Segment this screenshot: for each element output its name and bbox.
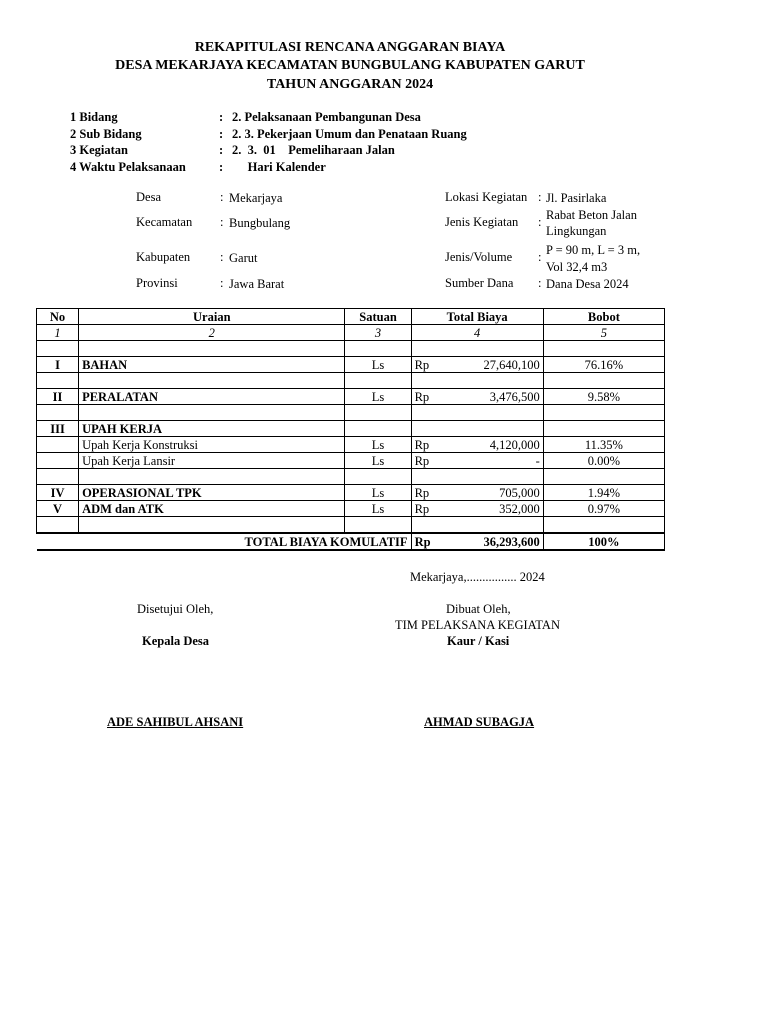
- row-no: III: [37, 421, 79, 437]
- col-number: 5: [543, 325, 664, 341]
- row-biaya: 3,476,500: [439, 389, 543, 405]
- total-rp: Rp: [411, 533, 439, 550]
- row-uraian: PERALATAN: [79, 389, 345, 405]
- header-satuan: Satuan: [345, 309, 411, 325]
- col-number: 4: [411, 325, 543, 341]
- loc-colon: :: [220, 276, 224, 290]
- table-row: [37, 437, 665, 453]
- row-uraian: Upah Kerja Lansir: [79, 453, 345, 469]
- meta-label: 3 Kegiatan: [70, 143, 128, 157]
- loc-value-jenis-kegiatan-2: Lingkungan: [546, 224, 607, 238]
- column-number-row: [37, 325, 665, 341]
- table-row: [37, 501, 665, 517]
- loc-colon: :: [538, 190, 542, 204]
- meta-colon: :: [219, 110, 224, 124]
- row-no: IV: [37, 485, 79, 501]
- spacer-row: [37, 405, 665, 421]
- prepared-by-heading: Dibuat Oleh,: [446, 602, 511, 616]
- loc-colon: :: [220, 190, 224, 204]
- meta-colon: :: [219, 159, 224, 174]
- row-rp: Rp: [411, 485, 439, 501]
- loc-label-jenis-volume: Jenis/Volume: [445, 250, 513, 264]
- loc-colon: :: [538, 250, 542, 264]
- row-biaya: 352,000: [439, 501, 543, 517]
- col-number: 1: [37, 325, 79, 341]
- meta-label: 1 Bidang: [70, 110, 118, 124]
- loc-value-lokasi: Jl. Pasirlaka: [546, 191, 607, 205]
- preparer-organization: TIM PELAKSANA KEGIATAN: [395, 618, 560, 632]
- row-rp: Rp: [411, 389, 439, 405]
- total-label: TOTAL BIAYA KOMULATIF: [37, 533, 412, 550]
- loc-label-provinsi: Provinsi: [136, 276, 178, 290]
- meta-value: 2. Pelaksanaan Pembangunan Desa: [232, 110, 421, 124]
- row-rp: Rp: [411, 437, 439, 453]
- budget-recap-table: [36, 308, 665, 551]
- row-bobot: 0.00%: [543, 453, 664, 469]
- row-satuan: Ls: [345, 501, 411, 517]
- col-number: 2: [79, 325, 345, 341]
- table-header-row: [37, 309, 665, 325]
- loc-label-jenis-kegiatan: Jenis Kegiatan: [445, 215, 519, 229]
- row-bobot: 76.16%: [543, 357, 664, 373]
- loc-colon: :: [538, 276, 542, 290]
- row-bobot: 0.97%: [543, 501, 664, 517]
- loc-label-kecamatan: Kecamatan: [136, 215, 193, 229]
- row-no: II: [37, 389, 79, 405]
- fiscal-year: TAHUN ANGGARAN 2024: [266, 77, 434, 92]
- row-biaya: 705,000: [439, 485, 543, 501]
- loc-value-kabupaten: Garut: [229, 251, 258, 265]
- loc-value-sumber-dana: Dana Desa 2024: [546, 277, 629, 291]
- row-rp: Rp: [411, 453, 439, 469]
- row-bobot: 1.94%: [543, 485, 664, 501]
- row-rp: Rp: [411, 357, 439, 373]
- approver-role: Kepala Desa: [142, 634, 210, 648]
- table-row: [37, 357, 665, 373]
- meta-colon: :: [219, 143, 224, 157]
- loc-label-lokasi: Lokasi Kegiatan: [445, 190, 528, 204]
- header-uraian: Uraian: [79, 309, 345, 325]
- meta-label: 4 Waktu Pelaksanaan: [70, 159, 186, 174]
- loc-label-kabupaten: Kabupaten: [136, 250, 191, 264]
- loc-value-kecamatan: Bungbulang: [229, 216, 291, 230]
- row-no: V: [37, 501, 79, 517]
- header-no: No: [37, 309, 79, 325]
- header-total-biaya: Total Biaya: [411, 309, 543, 325]
- row-satuan: Ls: [345, 437, 411, 453]
- row-no: I: [37, 357, 79, 373]
- document-subtitle: DESA MEKARJAYA KECAMATAN BUNGBULANG KABUPATEN GARUT: [115, 58, 585, 73]
- total-biaya: 36,293,600: [439, 533, 543, 550]
- loc-value-jenis-volume-2: Vol 32,4 m3: [546, 260, 608, 274]
- table-row: [37, 485, 665, 501]
- approved-by-heading: Disetujui Oleh,: [137, 602, 214, 616]
- total-row: [37, 533, 665, 550]
- row-satuan: Ls: [345, 485, 411, 501]
- row-uraian: Upah Kerja Konstruksi: [79, 437, 345, 453]
- header-bobot: Bobot: [543, 309, 664, 325]
- loc-colon: :: [538, 215, 542, 229]
- meta-value: 2. 3. 01 Pemeliharaan Jalan: [232, 143, 395, 157]
- spacer-row: [37, 341, 665, 357]
- meta-value: 2. 3. Pekerjaan Umum dan Penataan Ruang: [232, 126, 467, 141]
- place-date: Mekarjaya,................ 2024: [410, 570, 545, 584]
- row-bobot: 11.35%: [543, 437, 664, 453]
- preparer-name: AHMAD SUBAGJA: [424, 715, 535, 729]
- table-row: [37, 389, 665, 405]
- row-satuan: Ls: [345, 389, 411, 405]
- loc-value-provinsi: Jawa Barat: [229, 277, 285, 291]
- row-uraian: BAHAN: [79, 357, 345, 373]
- row-biaya: -: [439, 453, 543, 469]
- row-rp: Rp: [411, 501, 439, 517]
- col-number: 3: [345, 325, 411, 341]
- row-uraian: ADM dan ATK: [79, 501, 345, 517]
- row-satuan: Ls: [345, 453, 411, 469]
- row-uraian: OPERASIONAL TPK: [79, 485, 345, 501]
- loc-value-jenis-volume: P = 90 m, L = 3 m,: [546, 243, 641, 257]
- loc-value-desa: Mekarjaya: [229, 191, 283, 205]
- row-biaya: 4,120,000: [439, 437, 543, 453]
- preparer-role: Kaur / Kasi: [447, 634, 510, 648]
- meta-label: 2 Sub Bidang: [70, 126, 142, 141]
- row-biaya: 27,640,100: [439, 357, 543, 373]
- approver-name: ADE SAHIBUL AHSANI: [107, 715, 244, 729]
- document-title: REKAPITULASI RENCANA ANGGARAN BIAYA: [194, 40, 506, 55]
- loc-label-desa: Desa: [136, 190, 161, 204]
- meta-colon: :: [219, 126, 224, 141]
- loc-value-jenis-kegiatan: Rabat Beton Jalan: [546, 208, 637, 222]
- table-row: [37, 453, 665, 469]
- spacer-row: [37, 517, 665, 534]
- loc-label-sumber-dana: Sumber Dana: [445, 276, 514, 290]
- spacer-row: [37, 469, 665, 485]
- row-bobot: 9.58%: [543, 389, 664, 405]
- row-uraian: UPAH KERJA: [79, 421, 345, 437]
- loc-colon: :: [220, 215, 224, 229]
- meta-value: Hari Kalender: [232, 159, 326, 174]
- total-bobot: 100%: [543, 533, 664, 550]
- row-satuan: Ls: [345, 357, 411, 373]
- spacer-row: [37, 373, 665, 389]
- table-row: [37, 421, 665, 437]
- loc-colon: :: [220, 250, 224, 264]
